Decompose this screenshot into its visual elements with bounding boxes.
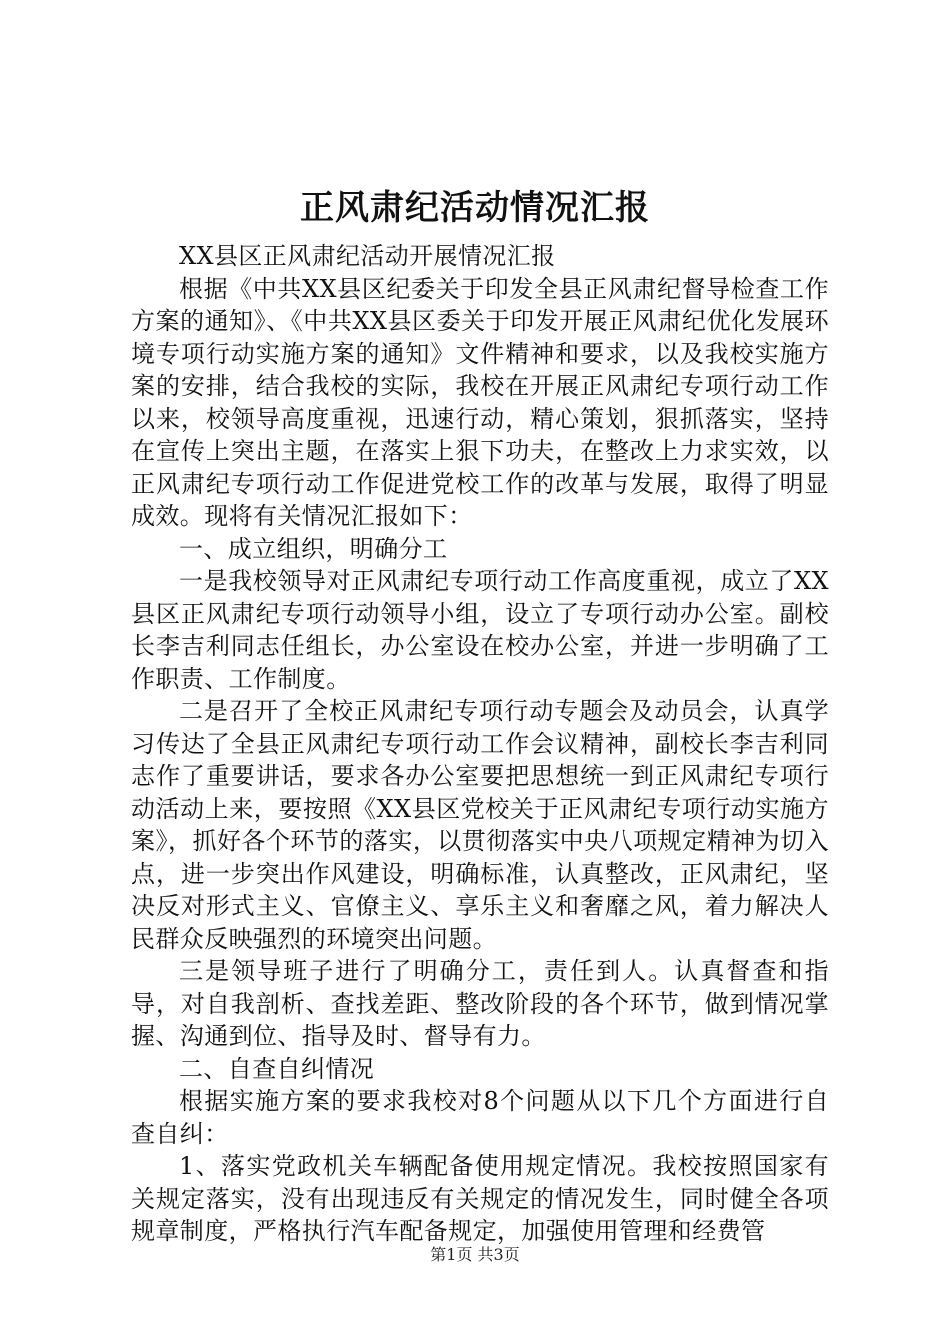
body-paragraph: 三是领导班子进行了明确分工，责任到人。认真督查和指导，对自我剖析、查找差距、整改阶段的各个环节，做到情况掌握、沟通到位、指导及时、督导有力。 <box>131 957 829 1050</box>
intro-paragraph: 根据《中共XX县区纪委关于印发全县正风肃纪督导检查工作方案的通知》、《中共XX县区委关于印发开展正风肃纪优化发展环境专项行动实施方案的通知》文件精神和要求，以及我校实施方案的安排，结合我校的实际，我校在开展正风肃纪专项行动工作以来，校领导高度重视，迅速行动，精心策划，狠抓落实，坚持在宣传上突出主题，在落实上狠下功夫，在整改上力求实效，以正风肃纪专项行动工作促进党校工作的改革与发展，取得了明显成效。现将有关情况汇报如下： <box>131 274 829 530</box>
document-body <box>131 240 829 1248</box>
body-paragraph: 二是召开了全校正风肃纪专项行动专题会及动员会，认真学习传达了全县正风肃纪专项行动工作会议精神，副校长李吉利同志作了重要讲话，要求各办公室要把思想统一到正风肃纪专项行动活动上来，要按照《XX县区党校关于正风肃纪专项行动实施方案》，抓好各个环节的落实，以贯彻落实中央八项规定精神为切入点，进一步突出作风建设，明确标准，认真整改，正风肃纪，坚决反对形式主义、官僚主义、享乐主义和奢靡之风，着力解决人民群众反映强烈的环境突出问题。 <box>131 697 829 953</box>
body-paragraph: 1、落实党政机关车辆配备使用规定情况。我校按照国家有关规定落实，没有出现违反有关规定的情况发生，同时健全各项规章制度，严格执行汽车配备规定，加强使用管理和经费管 <box>131 1152 829 1245</box>
page-footer: 第1页 共3页 <box>430 1245 520 1264</box>
document-title: 正风肃纪活动情况汇报 <box>300 188 650 228</box>
subtitle-paragraph: XX县区正风肃纪活动开展情况汇报 <box>179 242 556 270</box>
body-paragraph: 根据实施方案的要求我校对8个问题从以下几个方面进行自查自纠： <box>131 1087 829 1148</box>
body-paragraph: 一是我校领导对正风肃纪专项行动工作高度重视，成立了XX县区正风肃纪专项行动领导小组，设立了专项行动办公室。副校长李吉利同志任组长，办公室设在校办公室，并进一步明确了工作职责、工作制度。 <box>131 567 829 693</box>
section-heading-1: 一、成立组织，明确分工 <box>179 534 448 563</box>
section-heading-2: 二、自查自纠情况 <box>179 1054 375 1083</box>
